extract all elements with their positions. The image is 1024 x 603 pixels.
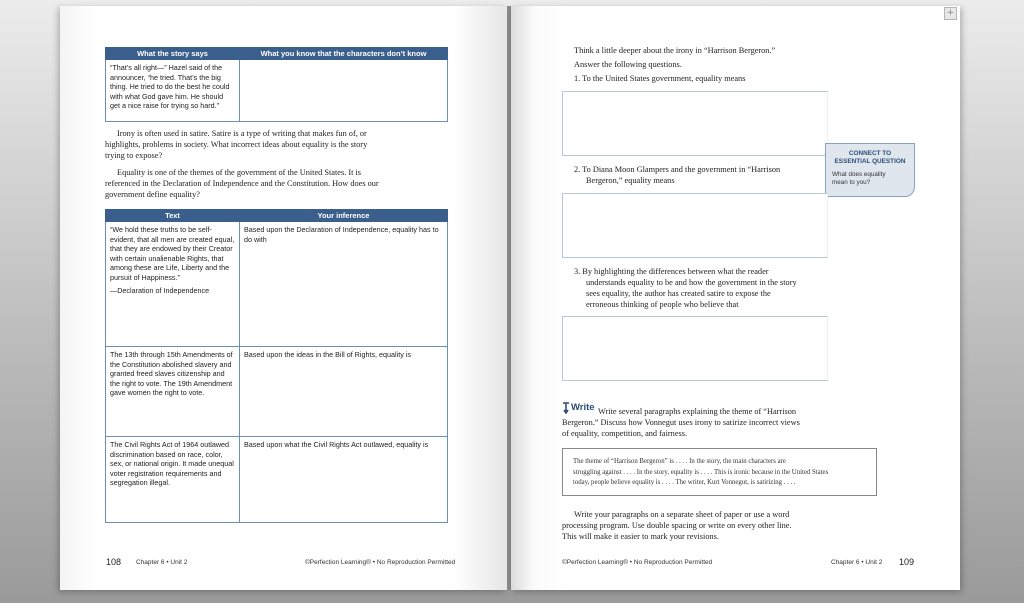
copyright-right: ©Perfection Learning® • No Reproduction Permitted <box>562 559 713 566</box>
question-2-line-2: Bergeron,” equality means <box>586 176 675 185</box>
starter-text <box>573 457 876 489</box>
table-row <box>106 222 448 347</box>
story-table <box>105 47 448 122</box>
intro-line-1: Think a little deeper about the irony in “Harrison Bergeron.” <box>574 46 776 55</box>
book-spread <box>60 6 960 590</box>
story-table-header-2: What you know that the characters don’t know <box>240 48 448 60</box>
left-page <box>60 6 507 590</box>
answer-box-2[interactable] <box>562 193 828 258</box>
text-cell <box>106 222 240 347</box>
connect-body-2: mean to you? <box>832 178 871 186</box>
inference-table-header-1: Text <box>106 210 240 222</box>
inference-cell[interactable]: Based upon the ideas in the Bill of Rights, equality is <box>240 347 448 437</box>
sentence-starter-box <box>562 448 877 496</box>
page-number-left: 108 <box>106 557 122 567</box>
question-2-line-1: 2. To Diana Moon Glampers and the government in “Harrison <box>574 165 781 174</box>
starter-line-2: struggling against . . . . In the story, equality is . . . . This is ironic because in the United States <box>573 468 829 476</box>
declaration-source: —Declaration of Independence <box>110 286 210 295</box>
left-paragraphs <box>105 128 385 205</box>
question-3-line-1: 3. By highlighting the differences between what the reader <box>574 267 769 276</box>
page-number-right: 109 <box>899 557 915 567</box>
copyright-left: ©Perfection Learning® • No Reproduction Permitted <box>305 559 456 566</box>
equality-paragraph: Equality is one of the themes of the government of the United States. It is referenced in the Declaration of Independence and the Constitution. How does our government define equality? <box>105 167 379 200</box>
chapter-label-left: Chapter 6 • Unit 2 <box>136 559 188 566</box>
expand-icon[interactable]: + <box>944 7 957 20</box>
closing-line-2: processing program. Use double spacing or write on every other line. <box>562 521 792 530</box>
write-line-3: of equality, competition, and fairness. <box>562 429 688 438</box>
closing-line-1: Write your paragraphs on a separate sheet of paper or use a word <box>574 510 790 519</box>
question-3-line-4: erroneous thinking of people who believe that <box>586 300 739 309</box>
connect-title-2: ESSENTIAL QUESTION <box>834 157 906 165</box>
inference-table <box>105 209 448 523</box>
intro-line-2: Answer the following questions. <box>574 60 682 69</box>
closing-line-3: This will make it easier to mark your revisions. <box>562 532 719 541</box>
right-page <box>511 6 960 590</box>
starter-line-3: today, people believe equality is . . . . The writer, Kurt Vonnegut, is satirizing . . . . <box>573 479 796 486</box>
text-cell: The 13th through 15th Amendments of the Constitution abolished slavery and granted freed slaves citizenship and the right to vote. The 19th Amendment gave women the right to vote. <box>106 347 240 437</box>
table-row <box>106 437 448 523</box>
story-quote-cell: “That’s all right—” Hazel said of the announcer, “he tried. That’s the big thing. He tried to do the best he could with what God gave him. He should get a nice raise for trying so hard.” <box>106 60 240 122</box>
table-row <box>106 347 448 437</box>
connect-essential-question <box>825 143 915 197</box>
story-answer-cell[interactable] <box>240 60 448 122</box>
connect-body-1: What does equality <box>832 171 886 178</box>
text-cell: The Civil Rights Act of 1964 outlawed discrimination based on race, color, sex, or national origin. It made unequal voter registration requirements and segregation illegal. <box>106 437 240 523</box>
starter-line-1: The theme of “Harrison Bergeron” is . . . . In the story, the main characters are <box>573 458 786 465</box>
story-table-header-1: What the story says <box>106 48 240 60</box>
question-3-line-2: understands equality to be and how the government in the story <box>586 278 797 287</box>
question-3-line-3: sees equality, the author has created satire to expose the <box>586 289 771 298</box>
write-line-1: Write several paragraphs explaining the theme of “Harrison <box>598 407 797 416</box>
inference-table-header-2: Your inference <box>240 210 448 222</box>
chapter-label-right: Chapter 6 • Unit 2 <box>831 559 883 566</box>
write-line-2: Bergeron.” Discuss how Vonnegut uses irony to satirize incorrect views <box>562 418 800 427</box>
answer-box-1[interactable] <box>562 91 828 156</box>
write-label: Write <box>571 402 595 413</box>
question-1: 1. To the United States government, equality means <box>574 74 746 83</box>
inference-cell[interactable]: Based upon the Declaration of Independence, equality has to do with <box>240 222 448 347</box>
connect-title-1: CONNECT TO <box>848 150 892 157</box>
inference-cell[interactable]: Based upon what the Civil Rights Act outlawed, equality is <box>240 437 448 523</box>
satire-paragraph: Irony is often used in satire. Satire is a type of writing that makes fun of, or highlights, problems in society. What incorrect ideas about equality is the story trying to expose? <box>105 129 368 161</box>
declaration-text: “We hold these truths to be self-evident, that all men are created equal, that they are endowed by their Creator with certain unalienable Rights, that among these are Life, Liberty and the pursuit of Happiness.” <box>110 225 235 282</box>
write-icon <box>562 402 570 414</box>
answer-box-3[interactable] <box>562 316 828 381</box>
